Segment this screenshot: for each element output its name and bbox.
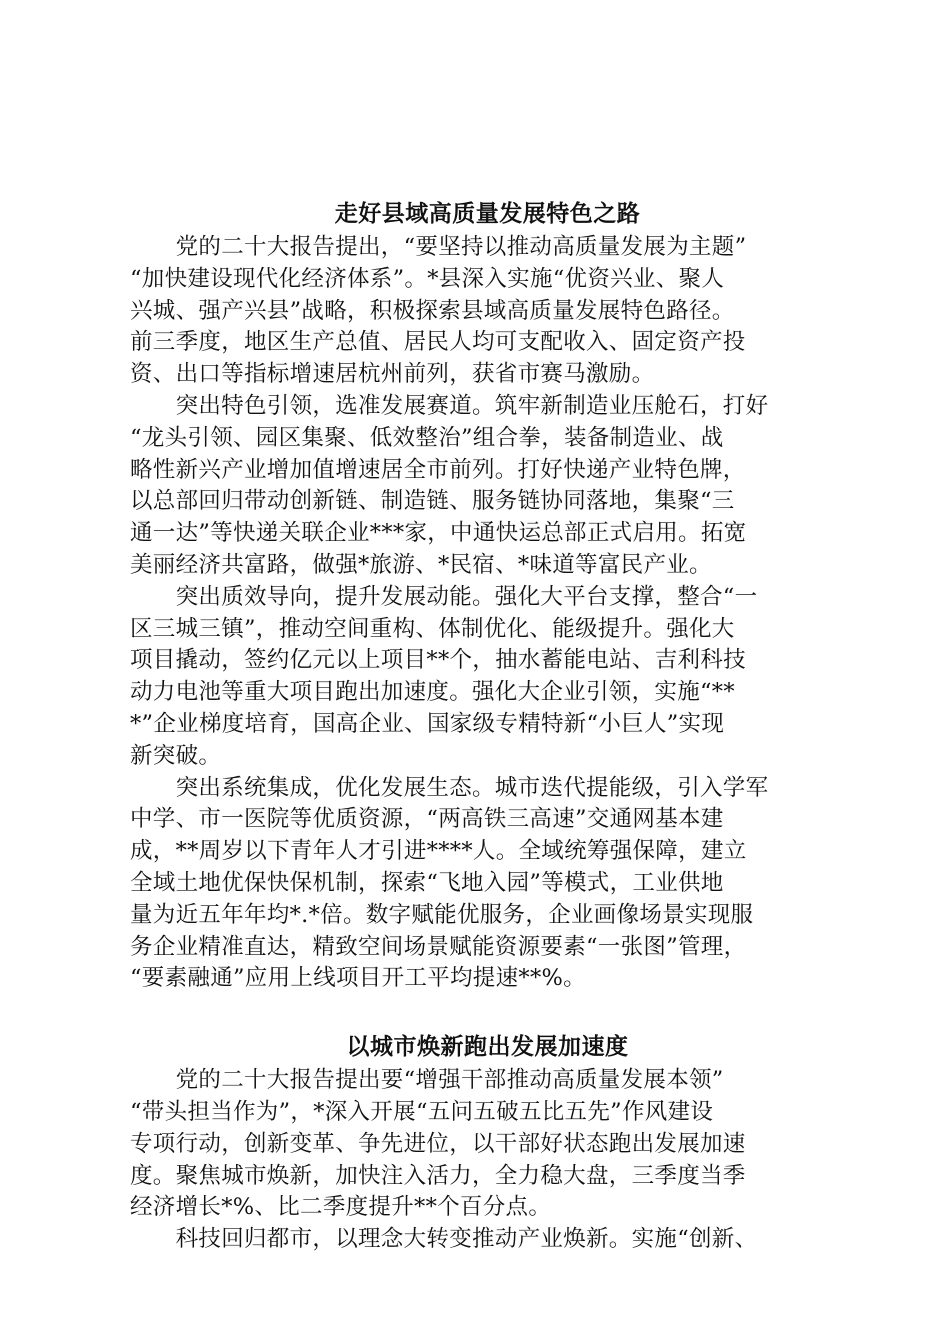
- text-line: 专项行动，创新变革、争先进位，以干部好状态跑出发展加速: [130, 1130, 746, 1157]
- paragraph: [130, 232, 845, 391]
- section-county-development: [130, 196, 845, 995]
- paragraph: [130, 1065, 845, 1224]
- text-line: 度。聚焦城市焕新，加快注入活力，全力稳大盘，三季度当季: [130, 1162, 746, 1189]
- text-line: 全域土地优保快保机制，探索“飞地入园”等模式，工业供地: [130, 869, 724, 896]
- text-line: 党的二十大报告提出，“要坚持以推动高质量发展为主题”: [130, 234, 747, 260]
- text-line: 量为近五年年均*.*倍。数字赋能优服务，企业画像场景实现服: [130, 901, 754, 928]
- text-line: 区三城三镇”，推动空间重构、体制优化、能级提升。强化大: [130, 615, 735, 642]
- text-line: 略性新兴产业增加值增速居全市前列。打好快递产业特色牌，: [130, 456, 746, 483]
- text-line: 动力电池等重大项目跑出加速度。强化大企业引领，实施“**: [130, 679, 735, 706]
- text-line: “要素融通”应用上线项目开工平均提速**%。: [130, 965, 586, 992]
- text-line: 美丽经济共富路，做强*旅游、*民宿、*味道等富民产业。: [130, 551, 712, 578]
- text-line: 科技回归都市，以理念大转变推动产业焕新。实施“创新、: [130, 1226, 758, 1253]
- text-line: 兴城、强产兴县”战略，积极探索县域高质量发展特色路径。: [130, 297, 735, 324]
- text-line: 党的二十大报告提出要“增强干部推动高质量发展本领”: [130, 1067, 724, 1094]
- text-line: 突出特色引领，选准发展赛道。筑牢新制造业压舱石，打好: [130, 392, 769, 419]
- paragraph: [130, 1224, 845, 1256]
- document-body: [130, 196, 845, 1256]
- text-line: 突出质效导向，提升发展动能。强化大平台支撑，整合“一: [130, 583, 758, 610]
- paragraph: [130, 773, 845, 996]
- text-line: 中学、市一医院等优质资源，“两高铁三高速”交通网基本建: [130, 806, 724, 833]
- text-line: 务企业精准直达，精致空间场景赋能资源要素“一张图”管理，: [130, 933, 747, 960]
- paragraph: [130, 391, 845, 582]
- text-line: 成，**周岁以下青年人才引进****人。全域统筹强保障，建立: [130, 838, 747, 865]
- text-line: “龙头引领、园区集聚、低效整治”组合拳，装备制造业、战: [130, 424, 724, 451]
- text-line: 前三季度，地区生产总值、居民人均可支配收入、固定资产投: [130, 329, 746, 356]
- text-line: 经济增长*%、比二季度提升**个百分点。: [130, 1194, 552, 1221]
- text-line: 资、出口等指标增速居杭州前列，获省市赛马激励。: [130, 361, 655, 388]
- text-line: 以总部回归带动创新链、制造链、服务链协同落地，集聚“三: [130, 488, 735, 515]
- text-line: 突出系统集成，优化发展生态。城市迭代提能级，引入学军: [130, 774, 769, 801]
- text-line: “加快建设现代化经济体系”。*县深入实施“优资兴业、聚人: [130, 265, 725, 292]
- text-line: 通一达”等快递关联企业***家，中通快运总部正式启用。拓宽: [130, 520, 747, 547]
- text-line: *”企业梯度培育，国高企业、国家级专精特新“小巨人”实现: [130, 710, 725, 737]
- text-line: “带头担当作为”，*深入开展“五问五破五比五先”作风建设: [130, 1098, 714, 1125]
- text-line: 新突破。: [130, 742, 222, 769]
- section-title: 以城市焕新跑出发展加速度: [346, 1033, 629, 1061]
- section-title: 走好县域高质量发展特色之路: [334, 200, 641, 227]
- paragraph: [130, 582, 845, 773]
- text-line: 项目撬动，签约亿元以上项目**个，抽水蓄能电站、吉利科技: [130, 647, 746, 674]
- section-city-renewal: [130, 1029, 845, 1256]
